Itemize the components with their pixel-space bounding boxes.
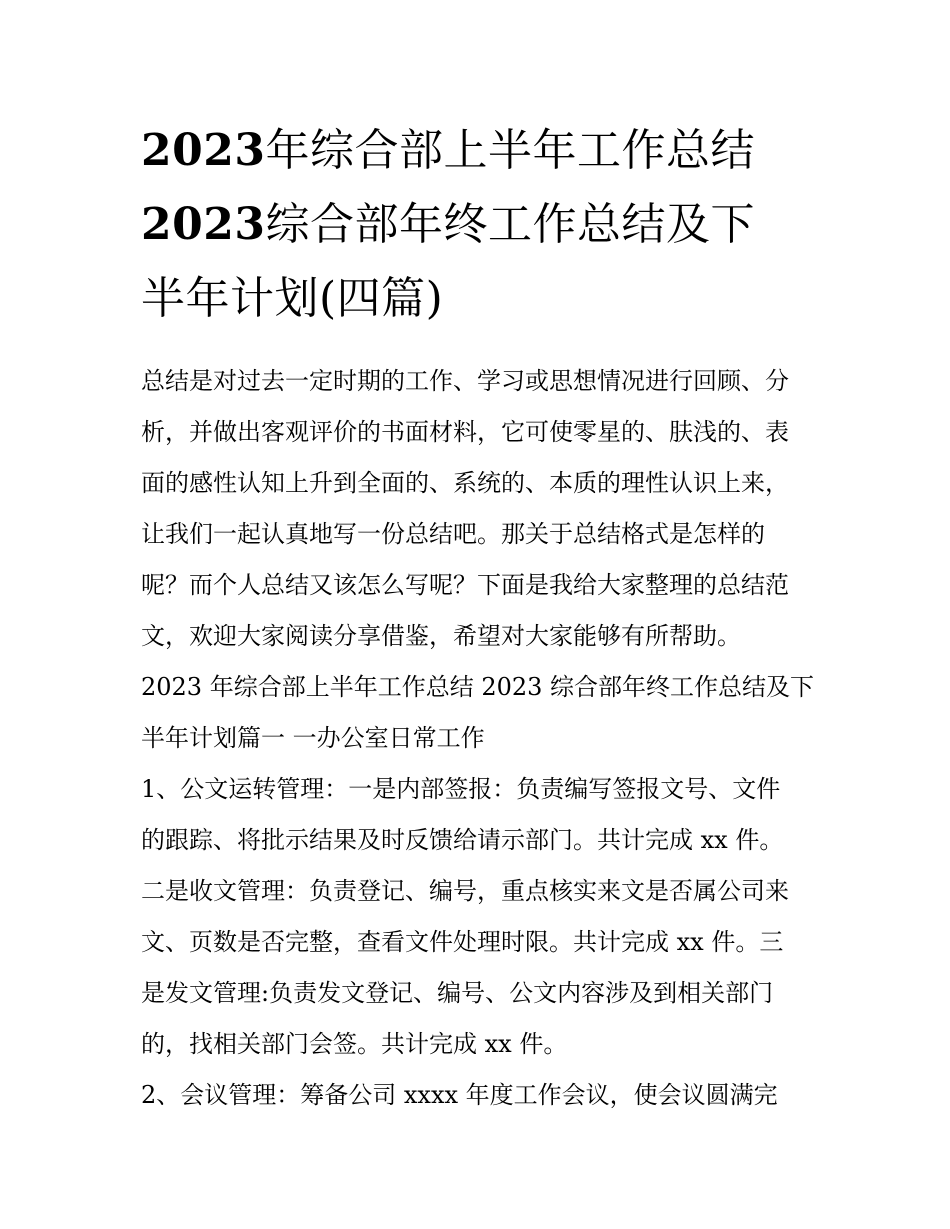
text-line: 总结是对过去一定时期的工作、学习或思想情况进行回顾、分 bbox=[141, 367, 789, 395]
item-meeting-management bbox=[141, 1070, 821, 1121]
text-line: 呢？而个人总结又该怎么写呢？下面是我给大家整理的总结范 bbox=[141, 571, 789, 599]
title-year: 2023 bbox=[141, 125, 266, 176]
text-line: 2023 年综合部上半年工作总结 2023 综合部年终工作总结及下 bbox=[141, 673, 815, 701]
text-line: 面的感性认知上升到全面的、系统的、本质的理性认识上来， bbox=[141, 469, 789, 497]
document-content bbox=[141, 114, 821, 1121]
item-document-management bbox=[141, 764, 821, 1070]
section-heading bbox=[141, 662, 821, 764]
text-line: 的跟踪、将批示结果及时反馈给请示部门。共计完成 xx 件。 bbox=[141, 826, 784, 854]
text-line: 的，找相关部门会签。共计完成 xx 件。 bbox=[141, 1030, 568, 1058]
text-line: 二是收文管理：负责登记、编号，重点核实来文是否属公司来 bbox=[141, 877, 789, 905]
text-line: 让我们一起认真地写一份总结吧。那关于总结格式是怎样的 bbox=[141, 520, 765, 548]
title-line bbox=[141, 114, 821, 188]
title-text: 年综合部上半年工作总结 bbox=[265, 125, 755, 176]
title-line: 半年计划(四篇) bbox=[141, 273, 444, 324]
text-line: 文，欢迎大家阅读分享借鉴，希望对大家能够有所帮助。 bbox=[141, 622, 741, 650]
text-line: 2、会议管理：筹备公司 xxxx 年度工作会议，使会议圆满完 bbox=[141, 1081, 778, 1109]
title-text: 综合部年终工作总结及下 bbox=[265, 199, 755, 250]
document-body bbox=[141, 356, 821, 1121]
text-line: 是发文管理:负责发文登记、编号、公文内容涉及到相关部门 bbox=[141, 979, 774, 1007]
title-year: 2023 bbox=[141, 199, 266, 250]
text-line: 文、页数是否完整，查看文件处理时限。共计完成 xx 件。三 bbox=[141, 928, 784, 956]
text-line: 1、公文运转管理：一是内部签报：负责编写签报文号、文件 bbox=[141, 775, 781, 803]
intro-paragraph bbox=[141, 356, 821, 662]
document-title bbox=[141, 114, 821, 336]
text-line: 半年计划篇一 一办公室日常工作 bbox=[141, 724, 485, 752]
text-line: 析，并做出客观评价的书面材料，它可使零星的、肤浅的、表 bbox=[141, 418, 789, 446]
title-line bbox=[141, 188, 821, 262]
